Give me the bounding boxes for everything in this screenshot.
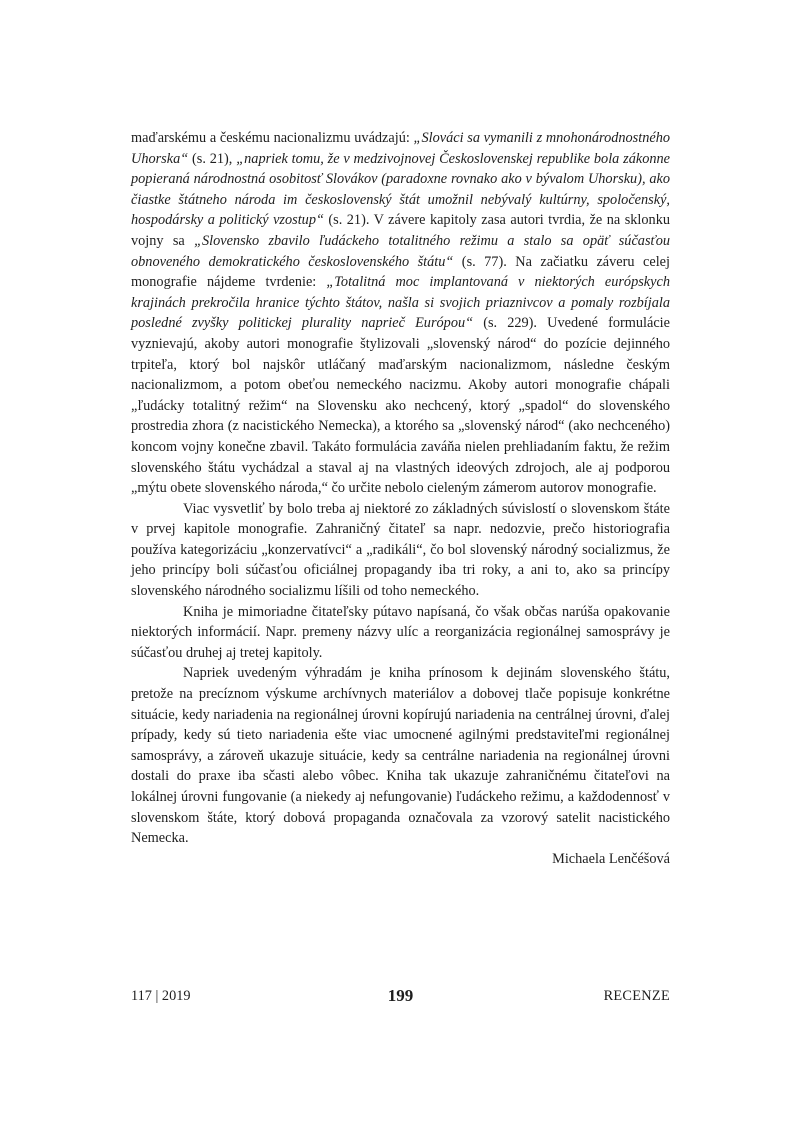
text-segment: maďarskému a českému nacionalizmu uvádzajú:: [131, 130, 414, 146]
author-signature: Michaela Lenčéšová: [552, 850, 670, 867]
quotation-segment: „Slovensko zbavilo ľudáckeho totalitného režimu a stalo sa opäť súčasťou obnoveného demokratického československého štátu“: [131, 232, 670, 270]
text-segment: (s. 229). Uvedené formulácie vyznievajú, akoby autori monografie štylizovali „slovenský národ“ do pozície dejinného trpiteľa, ktorý bol najskôr utláčaný maďarským nacionalizmom, následne českým nacionalizmom, a potom obeťou nemeckého nacizmu. Akoby autori monografie chápali „ľudácky totalitný režim“ na Slovensku ako nechcený, ktorý „spadol“ do slovenského prostredia zhora (z nacistického Nemecka), a ktorého sa „slovenský národ“ (ako nechceného) koncom vojny konečne zbavil. Takáto formulácia zaváňa nielen prehliadaním faktu, že režim slovenského štátu vychádzal a staval aj na vlastných ideových zdrojoch, ale aj podporou „mýtu obete slovenského národa,“ čo určite nebolo cieleným zámerom autorov monografie.: [131, 315, 670, 497]
issue-number: 117 | 2019: [131, 988, 191, 1004]
text-segment: Napriek uvedeným výhradám je kniha prínosom k dejinám slovenského štátu, pretože na precíznom výskume archívnych materiálov a dobovej tlače popisuje konkrétne situácie, kedy nariadenia na regionálnej úrovni kopírujú nariadenia na centrálnej úrovni, ďalej prípady, kedy sú tieto nariadenia ešte viac umocnené agilnými predstaviteľmi regionálnej samosprávy, a zároveň ukazuje situácie, kedy sa centrálne nariadenia na regionálnej úrovni dostali do praxe iba sčasti alebo vôbec. Kniha tak ukazuje zahraničnému čitateľovi na lokálnej úrovni fungovanie (a niekedy aj nefungovanie) ľudáckeho režimu, a každodennosť v slovenskom štáte, ktorý dobová propaganda označovala za vzorový satelit nacistického Nemecka.: [131, 665, 670, 847]
page-footer: [131, 987, 670, 1011]
quotation-segment: „Slováci sa vymanili z mnohonárodnostného Uhorska“: [131, 130, 670, 167]
text-segment: (s. 21). V závere kapitoly zasa autori tvrdia, že na sklonku vojny sa: [131, 212, 670, 249]
paragraph-4: [131, 663, 670, 848]
text-segment: (s. 77). Na začiatku záveru celej monografie nájdeme tvrdenie:: [131, 253, 670, 291]
quotation-segment: „napriek tomu, že v medzivojnovej Československej republike bola zákonne popieraná národnostná osobitosť Slovákov (paradoxne rovnako ako v bývalom Uhorsku), ako čiastke štátneho národa im československý štát umožnil nebývalý kultúrny, spoločenský, hospodársky a politický vzostup“: [131, 150, 670, 229]
section-label: RECENZE: [603, 988, 670, 1004]
text-segment: Viac vysvetliť by bolo treba aj niektoré zo základných súvislostí o slovenskom štáte v prvej kapitole monografie. Zahraničný čitateľ sa napr. nedozvie, prečo historiografia používa kategorizáciu „konzervatívci“ a „radikáli“, čo bol slovenský národný socializmus, že jeho princípy boli súčasťou oficiálnej propagandy iba tri roky, a ani to, ako sa princípy slovenského národného socializmu líšili od toho nemeckého.: [131, 500, 670, 600]
paragraph-1: [131, 128, 670, 499]
paragraph-2: [131, 499, 670, 602]
quotation-segment: „Totalitná moc implantovaná v niektorých európskych krajinách prekročila hranice týchto štátov, našla si svojich priaznivcov a pomaly rozbíjala posledné zvyšky politickej plurality naprieč Európou“: [131, 274, 670, 332]
article-body: [131, 128, 670, 869]
text-segment: Kniha je mimoriadne čitateľsky pútavo napísaná, čo však občas narúša opakovanie niektorých informácií. Napr. premeny názvy ulíc a reorganizácia regionálnej samosprávy je súčasťou druhej aj tretej kapitoly.: [131, 603, 670, 661]
text-segment: (s. 21),: [188, 150, 237, 167]
paragraph-3: [131, 602, 670, 664]
page-number: 199: [387, 986, 414, 1005]
